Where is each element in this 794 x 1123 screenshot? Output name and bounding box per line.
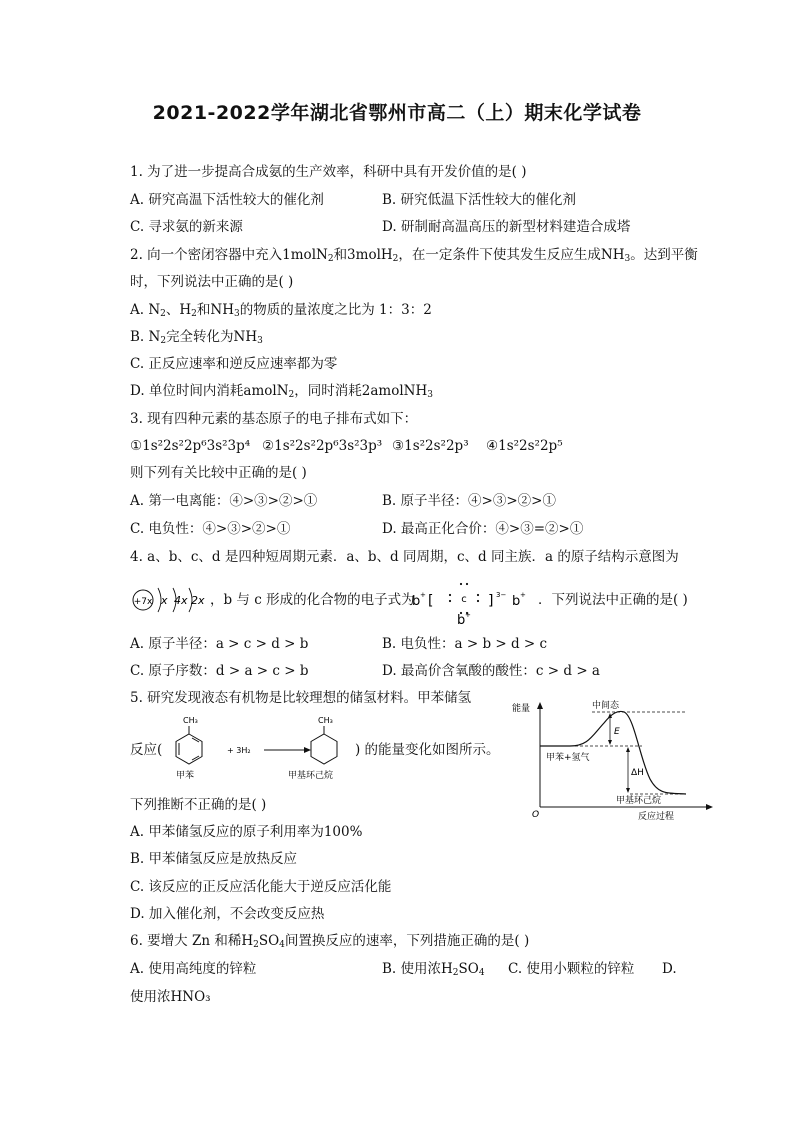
electron-formula	[410, 575, 538, 625]
toluene-label: 甲苯	[176, 771, 195, 781]
q4-option-b: B. 电负性：a > b > d > c	[382, 636, 548, 652]
q6-option-d: D.	[662, 961, 677, 977]
y-axis-label: 能量	[512, 704, 531, 714]
ion-c: c	[461, 594, 467, 605]
cyclohexane-ring	[311, 734, 337, 764]
q4-stem: 4. a、b、c、d 是四种短周期元素．a、b、d 同周期，c、d 同主族．a 的原子结构示意图为	[130, 549, 679, 565]
q2-option-b: B. $N_2$完全转化为$NH_3$	[130, 329, 263, 346]
q2-option-c: C. 正反应速率和逆反应速率都为零	[130, 356, 338, 372]
atom-shell-1-count: x	[161, 594, 168, 607]
q6-stem: 6. 要增大 Zn 和稀$H_2SO_4$间置换反应的速率，下列措施正确的是( )	[130, 933, 530, 950]
ion-b-bottom-charge: +	[465, 611, 471, 619]
q1-option-d: D. 研制耐高温高压的新型材料建造合成塔	[382, 219, 631, 235]
hydrogenation-equation	[162, 712, 362, 782]
q5-react-start: 反应(	[130, 742, 163, 758]
q5-react-end: ) 的能量变化如图所示。	[355, 742, 500, 758]
q6-option-a: A. 使用高纯度的锌粒	[130, 961, 257, 977]
q4-stem-end: ．下列说法中正确的是( )	[538, 592, 688, 608]
methylcyclohexane-label: 甲基环己烷	[288, 771, 334, 781]
q2-option-d: D. 单位时间内消耗amolN$_2$，同时消耗2amolNH$_3$	[130, 383, 433, 400]
q4-mid-text: ，b 与 c 形成的化合物的电子式为	[210, 592, 415, 608]
q5-option-d: D. 加入催化剂，不会改变反应热	[130, 906, 325, 922]
q5-stem-cont: 下列推断不正确的是( )	[130, 797, 267, 813]
e-label: E	[614, 727, 620, 737]
peak-label: 中间态	[592, 701, 620, 711]
q1-option-b: B. 研究低温下活性较大的催化剂	[382, 192, 577, 208]
benzene-ring	[176, 734, 202, 764]
toluene-ch3: CH₃	[183, 716, 198, 725]
ion-b-right-charge: +	[520, 591, 526, 599]
ion-b-left-charge: +	[420, 591, 426, 599]
hydrogen-term: + 3H₂	[227, 746, 251, 755]
ion-b-right: b	[512, 594, 521, 609]
atom-shell-3-count: 2x	[191, 594, 205, 607]
x-axis-label: 反应过程	[638, 812, 675, 822]
q5-option-b: B. 甲苯储氢反应是放热反应	[130, 851, 298, 867]
q1-option-a: A. 研究高温下活性较大的催化剂	[130, 192, 324, 208]
q2-option-a: A. $N_2$、$H_2$和$NH_3$的物质的量浓度之比为 1：3：2	[130, 302, 432, 319]
q3-option-a: A. 第一电离能：④>③>②>①	[130, 493, 318, 509]
q3-config-2: ②1s²2s²2p⁶3s²3p³	[262, 438, 383, 454]
q3-config-4: ④1s²2s²2p⁵	[486, 438, 563, 454]
q1-stem: 1. 为了进一步提高合成氨的生产效率，科研中具有开发价值的是( )	[130, 164, 527, 180]
atom-structure-diagram	[128, 580, 210, 620]
q5-option-c: C. 该反应的正反应活化能大于逆反应活化能	[130, 879, 392, 895]
q5-stem: 5. 研究发现液态有机物是比较理想的储氢材料。甲苯储氢	[130, 690, 472, 706]
q2-stem: 2. 向一个密闭容器中充入1molN$_2$和3molH$_2$，在一定条件下使其发生反应生成$NH_3$。达到平衡	[130, 247, 698, 264]
product-label: 甲基环己烷	[616, 796, 662, 806]
bracket-right: ]	[488, 593, 494, 609]
q4-option-c: C. 原子序数：d > a > c > b	[130, 663, 309, 679]
cyclohexane-ch3: CH₃	[318, 716, 333, 725]
ion-b-left: b	[412, 594, 421, 609]
bracket-left: [	[428, 593, 434, 609]
q6-option-d-cont: 使用浓HNO₃	[130, 989, 211, 1005]
ion-b-bottom: b	[457, 613, 466, 625]
atom-nucleus-label: +7x	[133, 597, 153, 607]
q6-option-b: B. 使用浓$H_2SO_4$	[382, 961, 485, 978]
atom-shell-2-count: 4x	[174, 594, 188, 607]
origin-label: O	[532, 810, 540, 820]
q2-stem-cont: 时，下列说法中正确的是( )	[130, 274, 294, 290]
q3-config-1: ①1s²2s²2p⁶3s²3p⁴	[130, 438, 251, 454]
q4-option-d: D. 最高价含氧酸的酸性：c > d > a	[382, 663, 600, 679]
q5-option-a: A. 甲苯储氢反应的原子利用率为100%	[130, 824, 363, 840]
delta-h-label: ΔH	[631, 768, 644, 778]
q3-option-d: D. 最高正化合价：④>③=②>①	[382, 521, 584, 537]
energy-diagram	[510, 695, 720, 823]
q3-stem-cont: 则下列有关比较中正确的是( )	[130, 465, 307, 481]
q3-option-b: B. 原子半径：④>③>②>①	[382, 493, 556, 509]
reactant-label: 甲苯+氢气	[546, 753, 590, 763]
q3-config-3: ③1s²2s²2p³	[392, 438, 469, 454]
ion-c-charge: 3−	[496, 591, 507, 599]
q6-option-c: C. 使用小颗粒的锌粒	[508, 961, 635, 977]
q3-stem: 3. 现有四种元素的基态原子的电子排布式如下：	[130, 411, 418, 427]
q1-option-c: C. 寻求氨的新来源	[130, 219, 243, 235]
exam-title: 2021-2022学年湖北省鄂州市高二（上）期末化学试卷	[152, 102, 642, 124]
q3-option-c: C. 电负性：④>③>②>①	[130, 521, 291, 537]
q4-option-a: A. 原子半径：a > c > d > b	[130, 636, 309, 652]
